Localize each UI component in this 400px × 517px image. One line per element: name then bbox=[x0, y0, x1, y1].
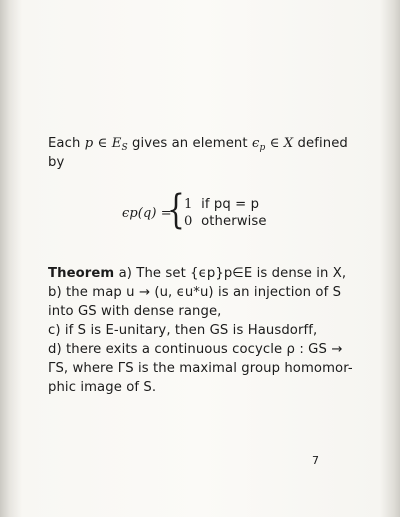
case-1-value: 1 bbox=[184, 197, 193, 212]
intro-p: p bbox=[84, 136, 94, 151]
intro-text-b: gives an element bbox=[127, 136, 252, 151]
case-2-value: 0 bbox=[184, 214, 193, 229]
intro-in-1: ∈ bbox=[93, 136, 112, 151]
intro-S-sub: S bbox=[121, 143, 128, 153]
case-2-condition: otherwise bbox=[201, 214, 267, 229]
intro-X: X bbox=[283, 136, 294, 151]
theorem-line-d: d) there exits a continuous cocycle ρ : GS → bbox=[48, 342, 343, 357]
intro-text-a: Each bbox=[48, 136, 85, 151]
theorem-line-c: c) if S is E-unitary, then GS is Hausdorff, bbox=[48, 323, 318, 338]
intro-text-c: defined bbox=[293, 136, 348, 151]
theorem-part-a: a) The set {ϵp}p∈E is dense in X, bbox=[118, 266, 347, 281]
theorem-line-b: b) the map u → (u, ϵu*u) is an injection of S bbox=[48, 285, 342, 300]
left-brace: { bbox=[167, 187, 185, 233]
theorem-line-d2: ΓS, where ΓS is the maximal group homomor- bbox=[48, 361, 353, 376]
intro-line-2: by bbox=[48, 155, 65, 170]
intro-eps: ϵ bbox=[251, 136, 260, 151]
intro-E: E bbox=[111, 136, 122, 151]
theorem-line-d3: phic image of S. bbox=[48, 380, 157, 395]
intro-in-2: ∈ bbox=[265, 136, 284, 151]
case-2 bbox=[184, 214, 267, 229]
theorem-line-a bbox=[48, 266, 346, 281]
intro-eps-sub: p bbox=[259, 143, 266, 153]
intro-line-1 bbox=[48, 136, 348, 151]
document-page bbox=[6, 0, 394, 517]
page-number: 7 bbox=[312, 454, 320, 467]
theorem-line-b2: into GS with dense range, bbox=[48, 304, 222, 319]
definition-lhs: ϵp(q) = bbox=[122, 206, 172, 221]
theorem-label: Theorem bbox=[48, 266, 115, 281]
case-1-condition: if pq = p bbox=[201, 197, 260, 212]
case-1 bbox=[184, 197, 259, 212]
